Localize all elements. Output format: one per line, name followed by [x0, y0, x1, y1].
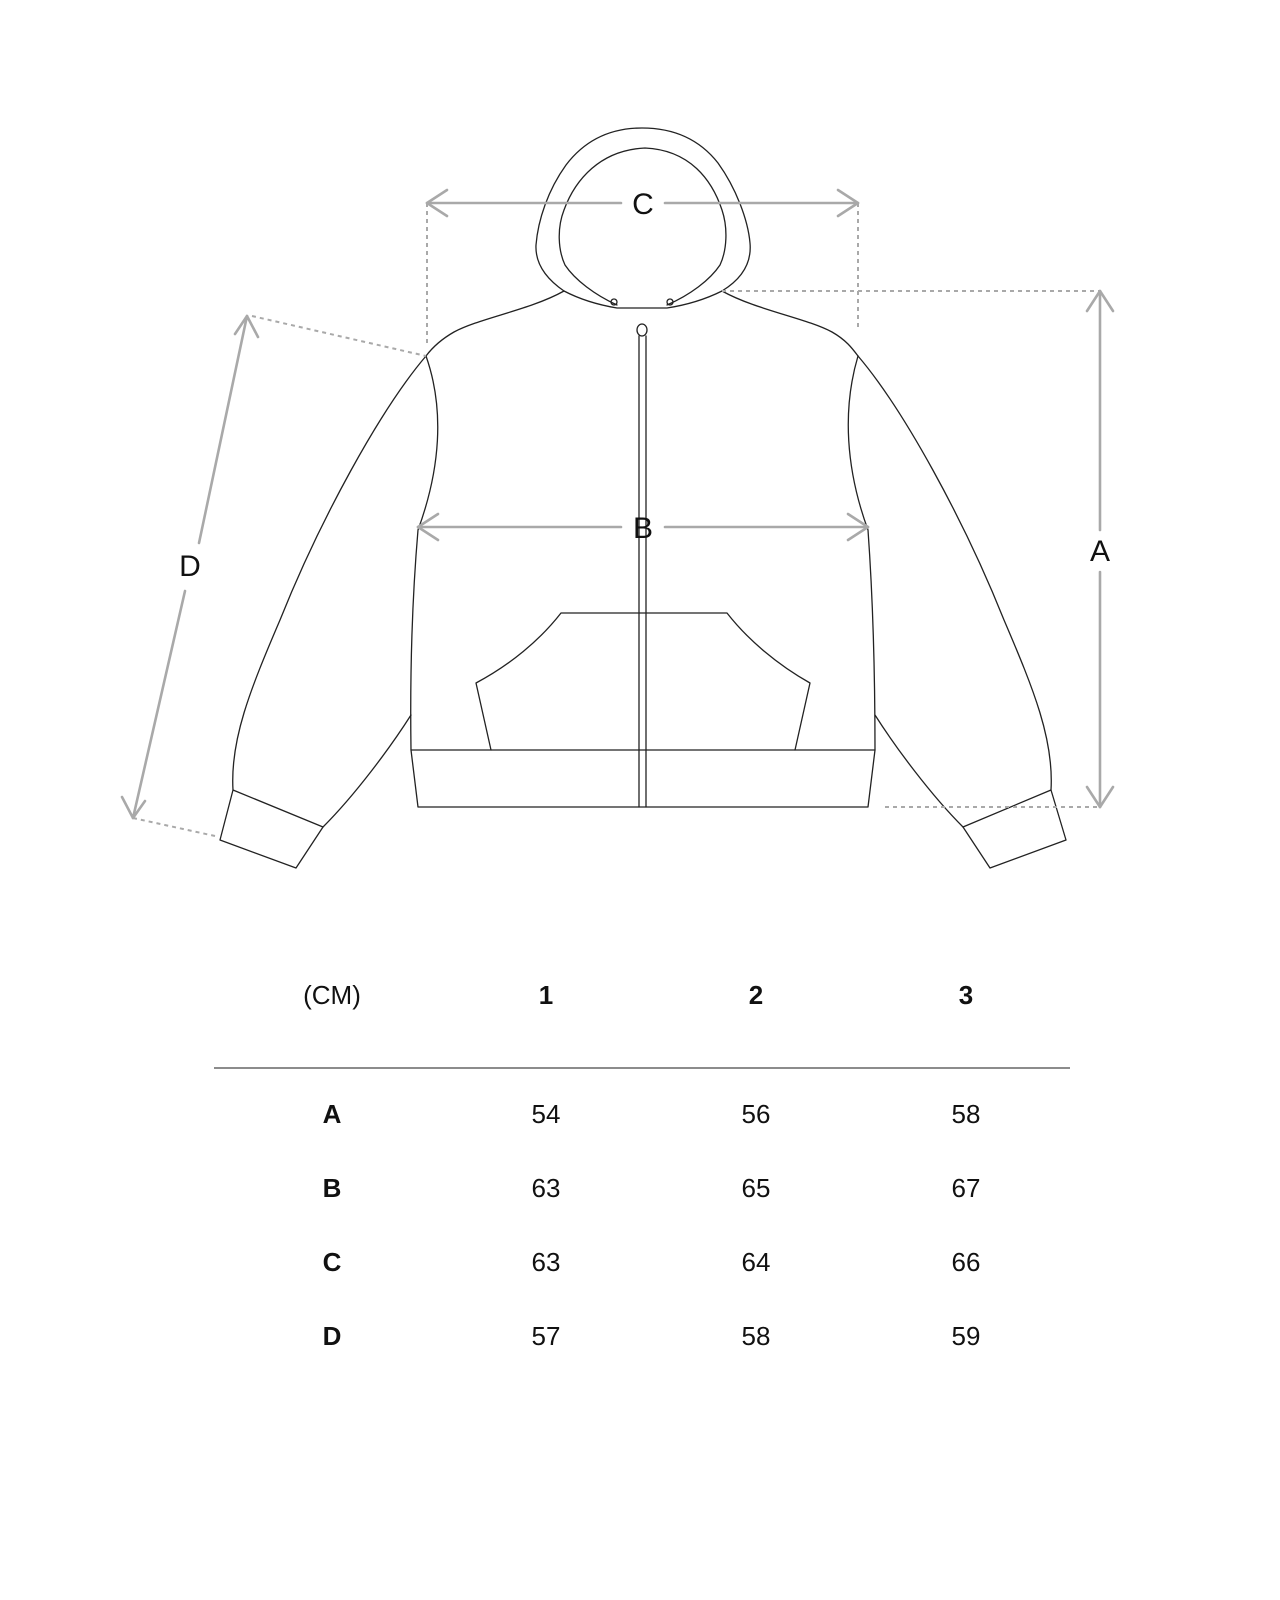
table-cell: 58 — [741, 1321, 771, 1351]
sleeve-left-outer — [233, 356, 426, 790]
table-cell: 63 — [531, 1247, 561, 1277]
table-divider — [214, 1067, 1070, 1069]
table-row — [214, 1316, 1074, 1390]
size-header-1: 1 — [538, 980, 554, 1010]
table-cell: 59 — [951, 1321, 981, 1351]
size-chart-table — [214, 975, 1074, 1351]
hood-inner — [559, 148, 726, 305]
size-header-2: 2 — [748, 980, 764, 1010]
table-cell: 58 — [951, 1099, 981, 1129]
label-a: A — [1089, 535, 1111, 568]
row-label: C — [322, 1247, 342, 1277]
unit-label: (CM) — [303, 980, 361, 1010]
waistband — [411, 750, 875, 807]
table-header-row — [214, 975, 1074, 1015]
shoulder-left — [426, 291, 564, 356]
label-b: B — [632, 512, 654, 545]
table-cell: 65 — [741, 1173, 771, 1203]
kangaroo-pocket — [476, 613, 810, 750]
measurement-guides — [133, 203, 1100, 836]
cuff-right — [963, 790, 1066, 868]
guide-d-top — [252, 316, 426, 356]
label-d: D — [179, 550, 201, 583]
table-row — [214, 1242, 1074, 1316]
table-row — [214, 1168, 1074, 1242]
shoulder-right — [722, 291, 858, 356]
label-c: C — [632, 188, 654, 221]
size-header-3: 3 — [958, 980, 974, 1010]
cuff-left — [220, 790, 323, 868]
body-side-left — [411, 356, 438, 750]
table-cell: 57 — [531, 1321, 561, 1351]
guide-d-bottom — [133, 818, 215, 836]
table-cell: 63 — [531, 1173, 561, 1203]
sleeve-right-inner — [875, 715, 963, 827]
sleeve-left-inner — [323, 715, 411, 827]
table-cell: 54 — [531, 1099, 561, 1129]
table-cell: 56 — [741, 1099, 771, 1129]
table-cell: 66 — [951, 1247, 981, 1277]
sleeve-right-outer — [858, 356, 1051, 790]
hood-front-edge — [564, 291, 722, 308]
zipper-pull — [637, 324, 647, 336]
body-side-right — [848, 356, 875, 750]
table-row — [214, 1094, 1074, 1168]
row-label: B — [322, 1173, 342, 1203]
row-label: D — [322, 1321, 342, 1351]
hoodie-outline — [220, 128, 1066, 868]
table-body — [214, 1094, 1074, 1390]
row-label: A — [322, 1099, 342, 1129]
table-cell: 64 — [741, 1247, 771, 1277]
table-cell: 67 — [951, 1173, 981, 1203]
